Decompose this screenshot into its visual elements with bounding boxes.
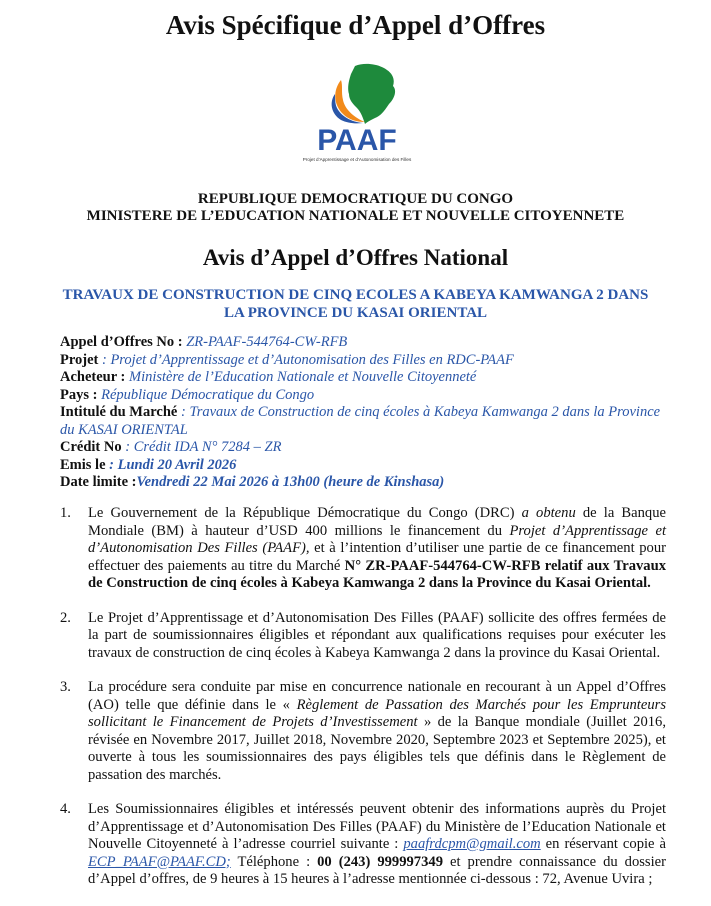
notice-fields xyxy=(60,334,670,492)
field-credit-number: Crédit No : Crédit IDA N° 7284 – ZR xyxy=(60,439,282,455)
email-link-copy[interactable]: ECP_PAAF@PAAF.CD; xyxy=(88,853,231,870)
subject-line-2: LA PROVINCE DU KASAI ORIENTAL xyxy=(223,305,488,321)
paragraph-4: 4. Les Soumissionnaires éligibles et intéressés peuvent obtenir des informations auprès du Projet d’Apprentissage et d’Autonomisation Des Filles (PAAF) du Ministère de l’Education Nationale et Nouvelle Citoyenneté à l’adresse courriel suivante : paafrdcpm@gmail.com en réservant copie à ECP_PAAF@PAAF.CD; Téléphone : 00 (243) 999997349 et prendre connaissance du dossier d’Appel d’offres, de 9 heures à 15 heures à l’adresse mentionnée ci-dessous : 72, Avenue Uvira ; xyxy=(60,801,666,887)
logo-wordmark: PAAF xyxy=(317,124,397,157)
field-buyer: Acheteur : Ministère de l’Education Nationale et Nouvelle Citoyenneté xyxy=(60,369,477,385)
subject-line-1: TRAVAUX DE CONSTRUCTION DE CINQ ECOLES A KABEYA KAMWANGA 2 DANS xyxy=(62,287,649,303)
field-contract-title: Intitulé du Marché : Travaux de Construction de cinq écoles à Kabeya Kamwanga 2 dans la Province du KASAI ORIENTAL xyxy=(60,404,661,438)
email-link-primary[interactable]: paafrdcpm@gmail.com xyxy=(403,836,541,852)
document-title: Avis Spécifique d’Appel d’Offres xyxy=(165,10,546,40)
field-issue-date: Emis le : Lundi 20 Avril 2026 xyxy=(60,456,237,473)
field-project: Projet : Projet d’Apprentissage et d’Autonomisation des Filles en RDC-PAAF xyxy=(60,351,514,368)
field-deadline: Date limite :Vendredi 22 Mai 2026 à 13h00 (heure de Kinshasa) xyxy=(60,474,445,490)
field-country: Pays : République Démocratique du Congo xyxy=(60,386,315,403)
logo-tagline: Projet d’Apprentissage et d’Autonomisation des Filles xyxy=(302,157,412,162)
paaf-logo-icon xyxy=(283,60,431,164)
notice-title: Avis d’Appel d’Offres National xyxy=(202,245,509,270)
ministry-name: MINISTERE DE L’EDUCATION NATIONALE ET NOUVELLE CITOYENNETE xyxy=(86,208,625,224)
country-name: REPUBLIQUE DEMOCRATIQUE DU CONGO xyxy=(197,191,514,207)
field-tender-number: Appel d’Offres No : ZR-PAAF-544764-CW-RFB xyxy=(60,334,348,350)
notice-subject xyxy=(40,286,671,322)
paragraph-1: 1. Le Gouvernement de la République Démocratique du Congo (DRC) a obtenu de la Banque Mondiale (BM) à hauteur d’USD 400 millions le financement du Projet d’Apprentissage et d’Autonomisation Des Filles (PAAF), et à l’intention d’utiliser une partie de ce financement pour effectuer des paiements au titre du Marché N° ZR-PAAF-544764-CW-RFB relatif aux Travaux de Construction de cinq écoles à Kabeya Kamwanga 2 dans la Province du Kasai Oriental. xyxy=(60,505,666,591)
notice-body xyxy=(60,505,666,906)
paragraph-2: 2. Le Projet d’Apprentissage et d’Autonomisation Des Filles (PAAF) sollicite des offres fermées de la part de soumissionnaires éligibles et répondant aux qualifications requises pour exécuter les travaux de construction de cinq écoles à Kabeya Kamwanga 2 dans la province du Kasai Oriental. xyxy=(60,609,666,661)
paragraph-3: 3. La procédure sera conduite par mise en concurrence nationale en recourant à un Appel d’Offres (AO) telle que définie dans le « Règlement de Passation des Marchés pour les Emprunteurs sollicitant le Financement de Projets d’Investissement » de la Banque mondiale (Juillet 2016, révisée en Novembre 2017, Juillet 2018, Novembre 2020, Septembre 2023 et Septembre 2025), et ouverte à tous les soumissionnaires des pays éligibles tels que définis dans le Règlement de passation des marchés. xyxy=(60,679,666,783)
paaf-logo xyxy=(283,60,431,164)
